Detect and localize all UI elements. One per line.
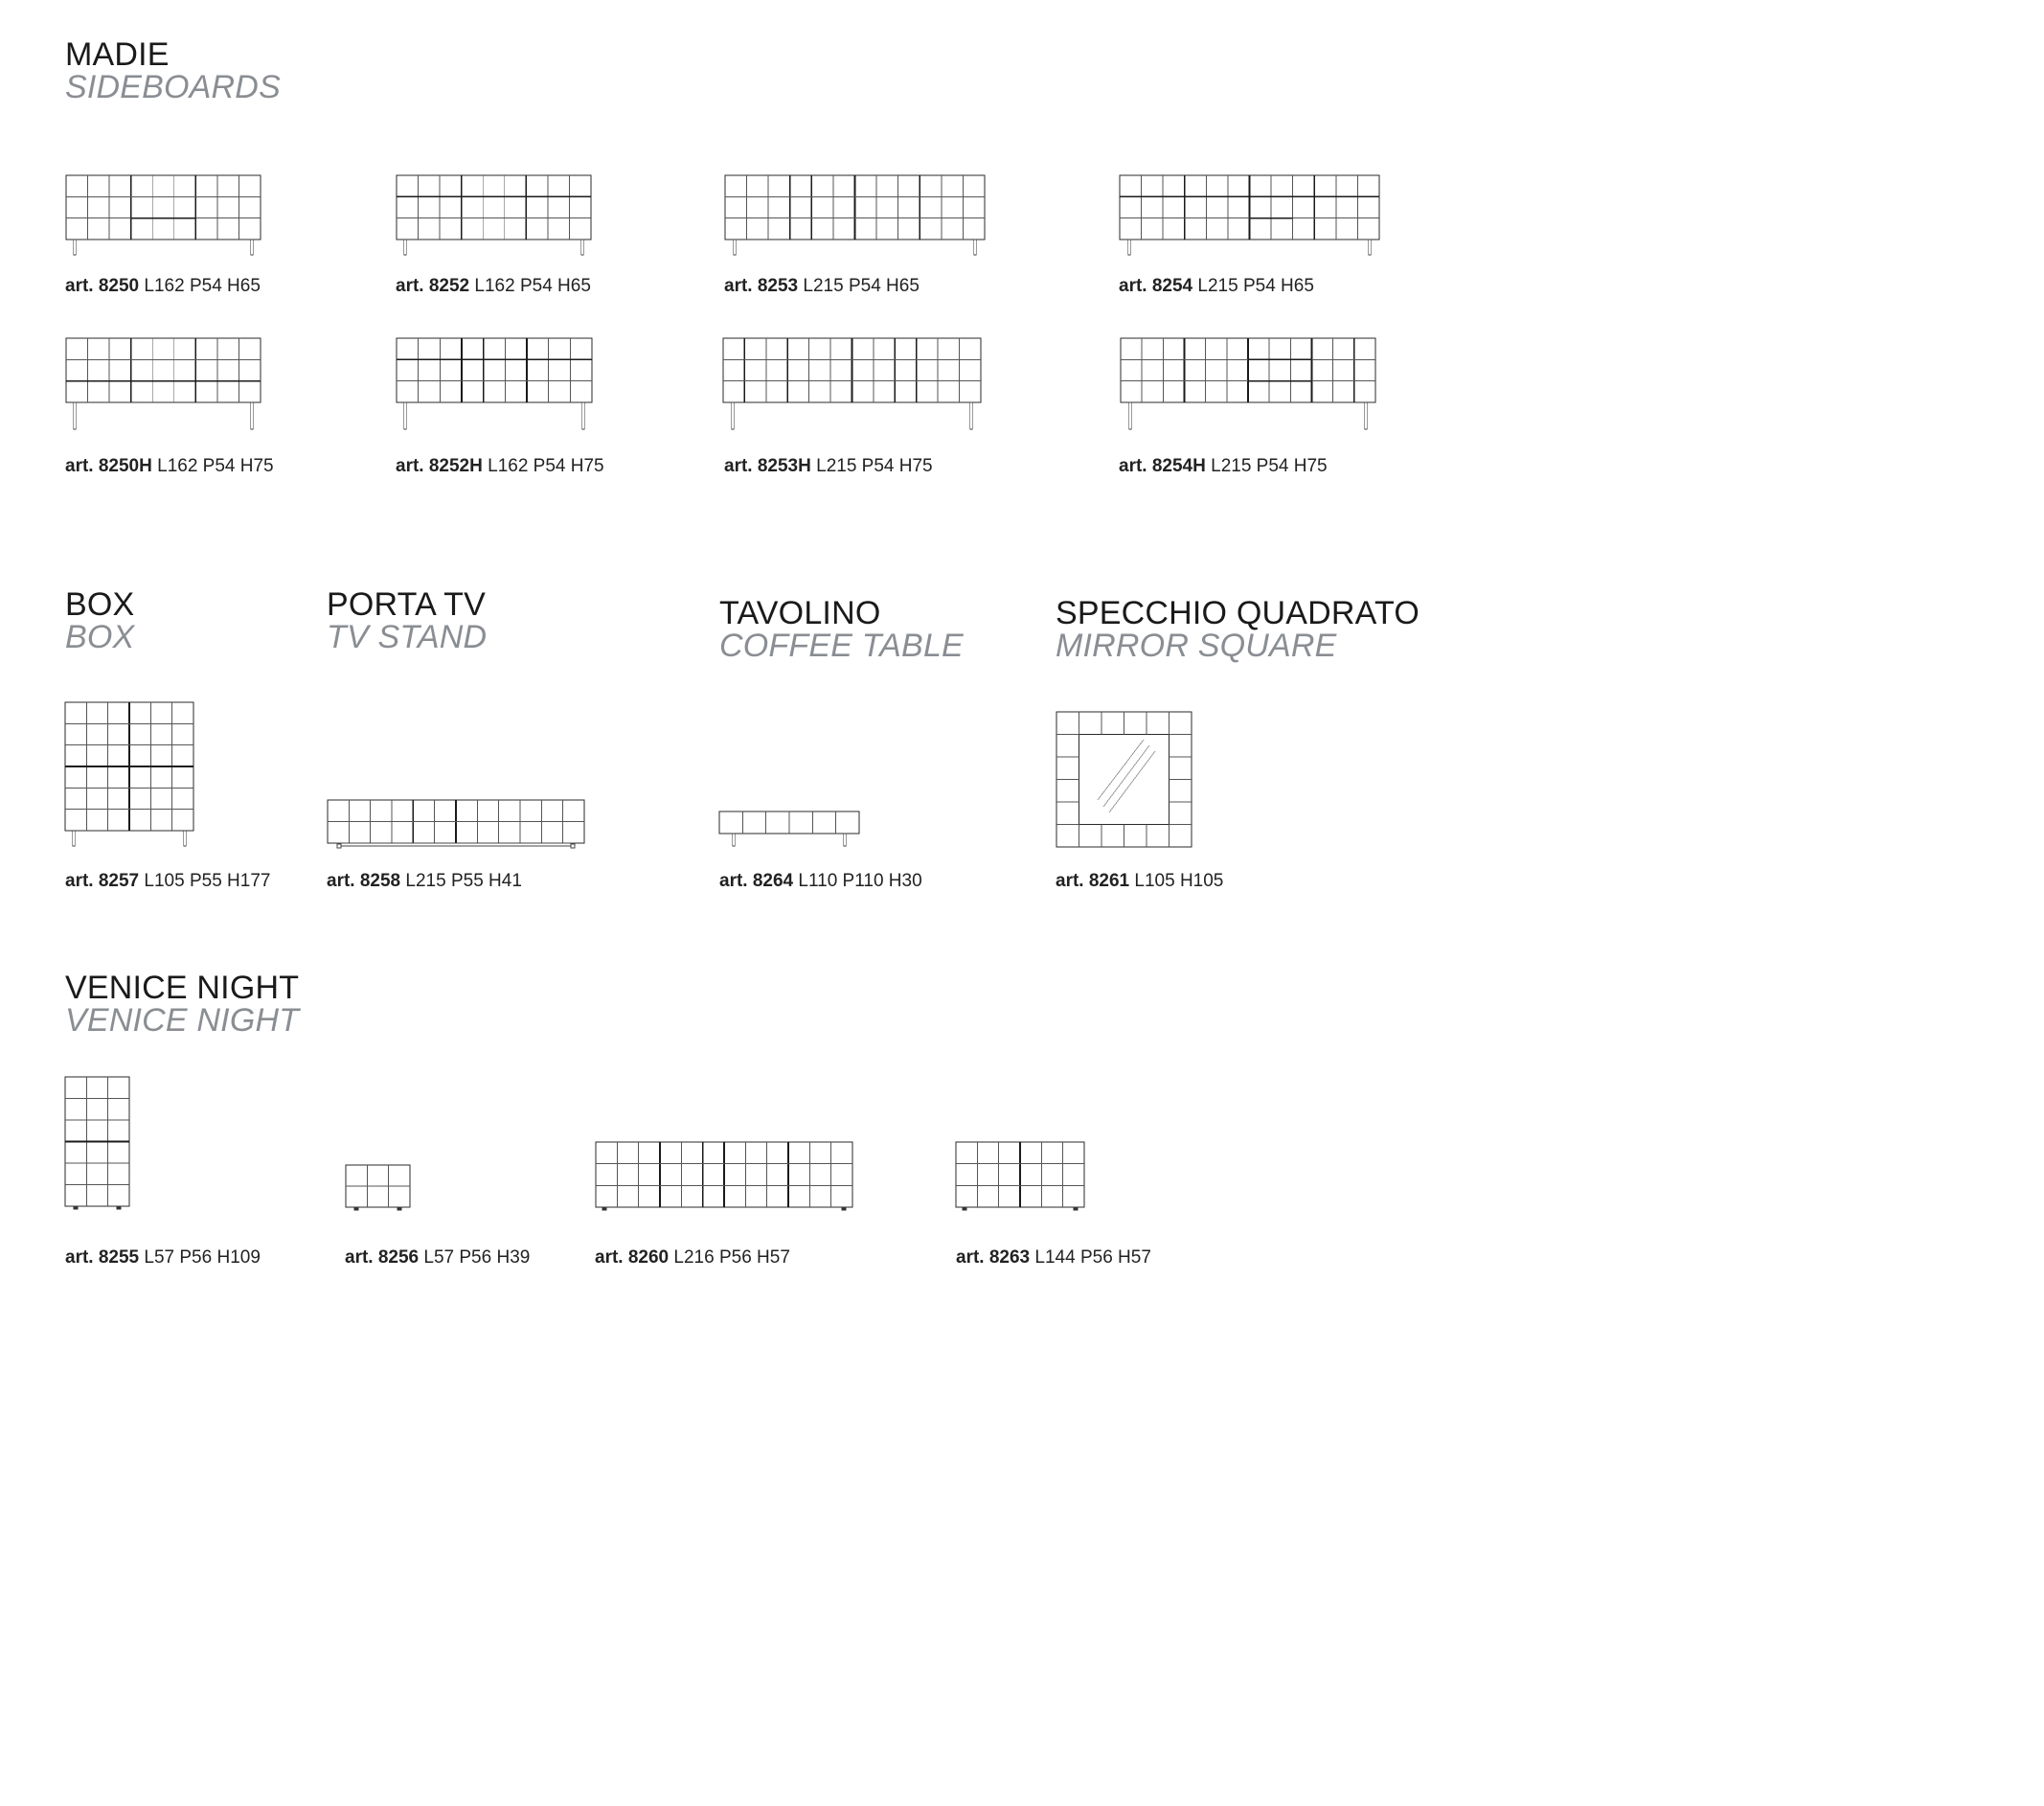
drawing-8257 [64, 701, 196, 848]
article-code: art. 8250 [65, 276, 140, 296]
cabinet-leg [1365, 402, 1367, 429]
article-dims: L57 P56 H109 [144, 1247, 261, 1268]
caption-8260 [595, 1247, 790, 1269]
cabinet-foot [1074, 1207, 1078, 1210]
caption-8257 [65, 871, 270, 892]
section-title: PORTA TV [327, 586, 486, 623]
article-dims: L215 P54 H75 [816, 456, 933, 476]
cabinet-leg [581, 240, 583, 255]
section-subtitle: MIRROR SQUARE [1056, 628, 1337, 664]
drawing-8254h [1120, 337, 1378, 431]
drawing-8261 [1056, 711, 1193, 847]
section-subtitle: COFFEE TABLE [719, 628, 964, 664]
caption-8263 [956, 1247, 1151, 1269]
cabinet-foot [117, 1206, 121, 1209]
cabinet-leg [1369, 240, 1371, 255]
cabinet-foot [571, 844, 575, 848]
article-code: art. 8253H [724, 456, 811, 476]
article-dims: L162 P54 H65 [144, 276, 261, 296]
caption-8253 [724, 276, 920, 297]
drawing-8253 [724, 174, 987, 257]
caption-8250h [65, 456, 274, 477]
section-subtitle: TV STAND [327, 619, 488, 655]
cabinet-leg [732, 402, 734, 429]
caption-8261 [1056, 871, 1223, 892]
cabinet-leg [844, 834, 846, 846]
section-tavolino-heading [719, 597, 964, 662]
drawing-8252 [396, 174, 593, 257]
drawing-8254 [1119, 174, 1381, 257]
cabinet-body [397, 175, 591, 240]
cabinet-leg [184, 831, 186, 846]
cabinet-foot [354, 1207, 358, 1210]
article-code: art. 8261 [1056, 871, 1130, 891]
drawing-8250h [65, 337, 262, 431]
caption-8264 [719, 871, 922, 892]
cabinet-leg [1128, 240, 1130, 255]
drawing-8258 [327, 799, 587, 849]
section-subtitle: VENICE NIGHT [65, 1002, 300, 1039]
caption-8254 [1119, 276, 1314, 297]
article-dims: L215 P54 H75 [1211, 456, 1328, 476]
cabinet-body [66, 338, 261, 402]
article-code: art. 8264 [719, 871, 794, 891]
drawing-8252h [396, 337, 595, 431]
section-title: VENICE NIGHT [65, 970, 300, 1006]
caption-8255 [65, 1247, 261, 1269]
caption-8254h [1119, 456, 1328, 477]
cabinet-foot [602, 1207, 606, 1210]
section-title: BOX [65, 586, 135, 623]
caption-8256 [345, 1247, 530, 1269]
section-porta-tv-heading [327, 588, 487, 653]
drawing-8263 [955, 1141, 1087, 1214]
article-dims: L162 P54 H65 [474, 276, 591, 296]
drawing-8250 [65, 174, 262, 257]
article-code: art. 8255 [65, 1247, 140, 1268]
article-dims: L215 P54 H65 [1197, 276, 1314, 296]
cabinet-leg [404, 402, 406, 429]
cabinet-foot [963, 1207, 966, 1210]
cabinet-leg [74, 402, 76, 429]
caption-8250 [65, 276, 261, 297]
cabinet-body [397, 338, 592, 402]
cabinet-leg [251, 402, 253, 429]
cabinet-leg [734, 240, 736, 255]
cabinet-foot [397, 1207, 401, 1210]
section-box-heading [65, 588, 134, 653]
section-title: SPECCHIO QUADRATO [1056, 595, 1419, 631]
cabinet-leg [582, 402, 584, 429]
article-dims: L105 H105 [1134, 871, 1224, 891]
cabinet-leg [1129, 402, 1131, 429]
article-code: art. 8258 [327, 871, 401, 891]
drawing-8253h [722, 337, 983, 431]
section-title: MADIE [65, 36, 170, 73]
cabinet-leg [74, 240, 76, 255]
article-dims: L162 P54 H75 [157, 456, 274, 476]
drawing-8255 [64, 1076, 133, 1214]
section-subtitle: SIDEBOARDS [65, 69, 281, 105]
article-dims: L144 P56 H57 [1034, 1247, 1151, 1268]
article-dims: L215 P55 H41 [405, 871, 522, 891]
article-code: art. 8254 [1119, 276, 1193, 296]
article-code: art. 8254H [1119, 456, 1206, 476]
cabinet-plinth [337, 843, 575, 846]
drawing-8260 [595, 1141, 855, 1214]
article-dims: L105 P55 H177 [144, 871, 271, 891]
drawing-8264 [718, 811, 862, 849]
article-dims: L57 P56 H39 [423, 1247, 531, 1268]
article-code: art. 8250H [65, 456, 152, 476]
article-dims: L162 P54 H75 [488, 456, 604, 476]
caption-8258 [327, 871, 522, 892]
article-code: art. 8260 [595, 1247, 670, 1268]
article-code: art. 8252 [396, 276, 470, 296]
section-madie-heading [65, 38, 281, 103]
cabinet-body [66, 175, 261, 240]
cabinet-leg [404, 240, 406, 255]
section-subtitle: BOX [65, 619, 135, 655]
cabinet-foot [337, 844, 341, 848]
cabinet-foot [842, 1207, 846, 1210]
cabinet-leg [974, 240, 976, 255]
section-title: TAVOLINO [719, 595, 881, 631]
section-specchio-heading [1056, 597, 1419, 662]
cabinet-foot [74, 1206, 78, 1209]
article-code: art. 8252H [396, 456, 483, 476]
article-code: art. 8256 [345, 1247, 420, 1268]
article-code: art. 8263 [956, 1247, 1031, 1268]
caption-8252 [396, 276, 591, 297]
article-code: art. 8257 [65, 871, 140, 891]
caption-8253h [724, 456, 933, 477]
article-dims: L216 P56 H57 [673, 1247, 790, 1268]
caption-8252h [396, 456, 604, 477]
drawing-8256 [345, 1164, 412, 1214]
article-dims: L110 P110 H30 [798, 871, 922, 891]
cabinet-leg [970, 402, 972, 429]
article-code: art. 8253 [724, 276, 799, 296]
cabinet-leg [73, 831, 75, 846]
article-dims: L215 P54 H65 [803, 276, 920, 296]
section-venice-heading [65, 972, 299, 1037]
cabinet-leg [251, 240, 253, 255]
cabinet-leg [733, 834, 735, 846]
